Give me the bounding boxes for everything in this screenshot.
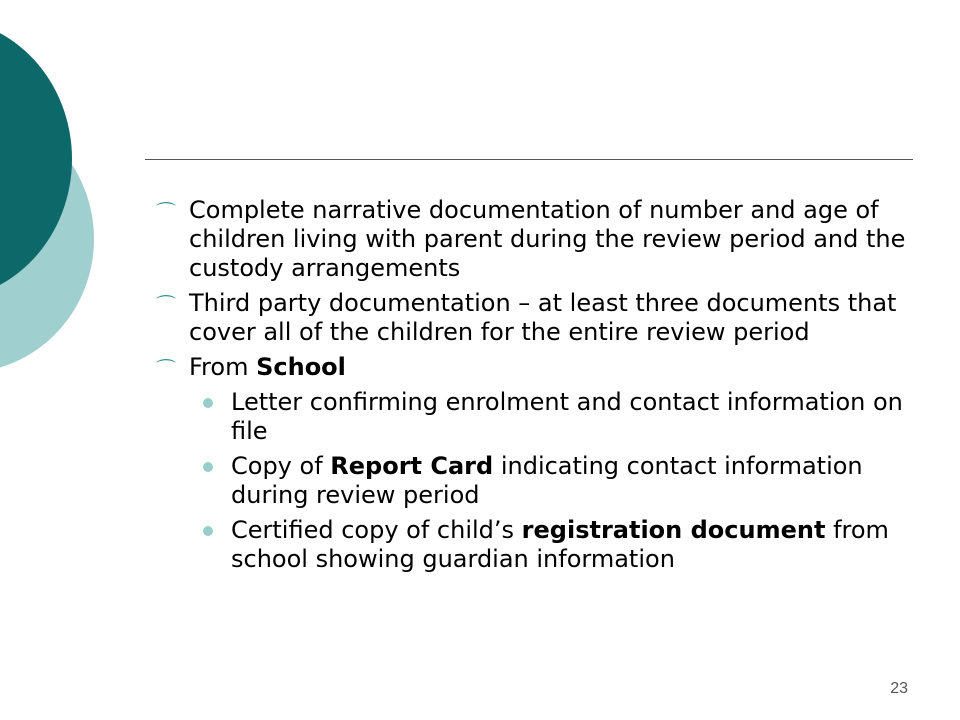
- title-divider-line: [145, 159, 913, 160]
- sub-bullet-text-bold: Report Card: [330, 452, 494, 480]
- sub-bullet-text-bold: registration document: [521, 516, 826, 544]
- bullet-text-prefix: From: [189, 353, 257, 381]
- bullet-text: Third party documentation – at least three documents that cover all of the children for the entire review period: [189, 289, 897, 346]
- bullet-item-from-school: [156, 353, 906, 382]
- sub-bullet-text-suffix: from school showing guardian information: [231, 516, 889, 573]
- sub-bullet-dot-icon: [203, 526, 213, 536]
- bullet-arc-icon: ⌒: [156, 293, 176, 317]
- sub-bullet-registration: [156, 516, 906, 574]
- sub-bullet-text-prefix: Certified copy of child’s: [231, 516, 522, 544]
- bullet-list: [156, 196, 906, 580]
- bullet-item-narrative: [156, 196, 906, 283]
- bullet-arc-icon: ⌒: [156, 357, 176, 381]
- sub-bullet-dot-icon: [203, 462, 213, 472]
- sub-bullet-report-card: [156, 452, 906, 510]
- bullet-arc-icon: ⌒: [156, 200, 176, 224]
- sub-bullet-text-prefix: Copy of: [231, 452, 331, 480]
- sub-bullet-text: Letter confirming enrolment and contact information on file: [231, 388, 903, 445]
- bullet-text: Complete narrative documentation of number and age of children living with parent during the review period and the custody arrangements: [189, 196, 906, 282]
- sub-bullet-text-suffix: indicating contact information during review period: [231, 452, 863, 509]
- bullet-item-third-party: [156, 289, 906, 347]
- sub-bullet-letter: [156, 388, 906, 446]
- sub-bullet-dot-icon: [203, 398, 213, 408]
- bullet-text-bold: School: [256, 353, 346, 381]
- page-number: 23: [890, 680, 908, 697]
